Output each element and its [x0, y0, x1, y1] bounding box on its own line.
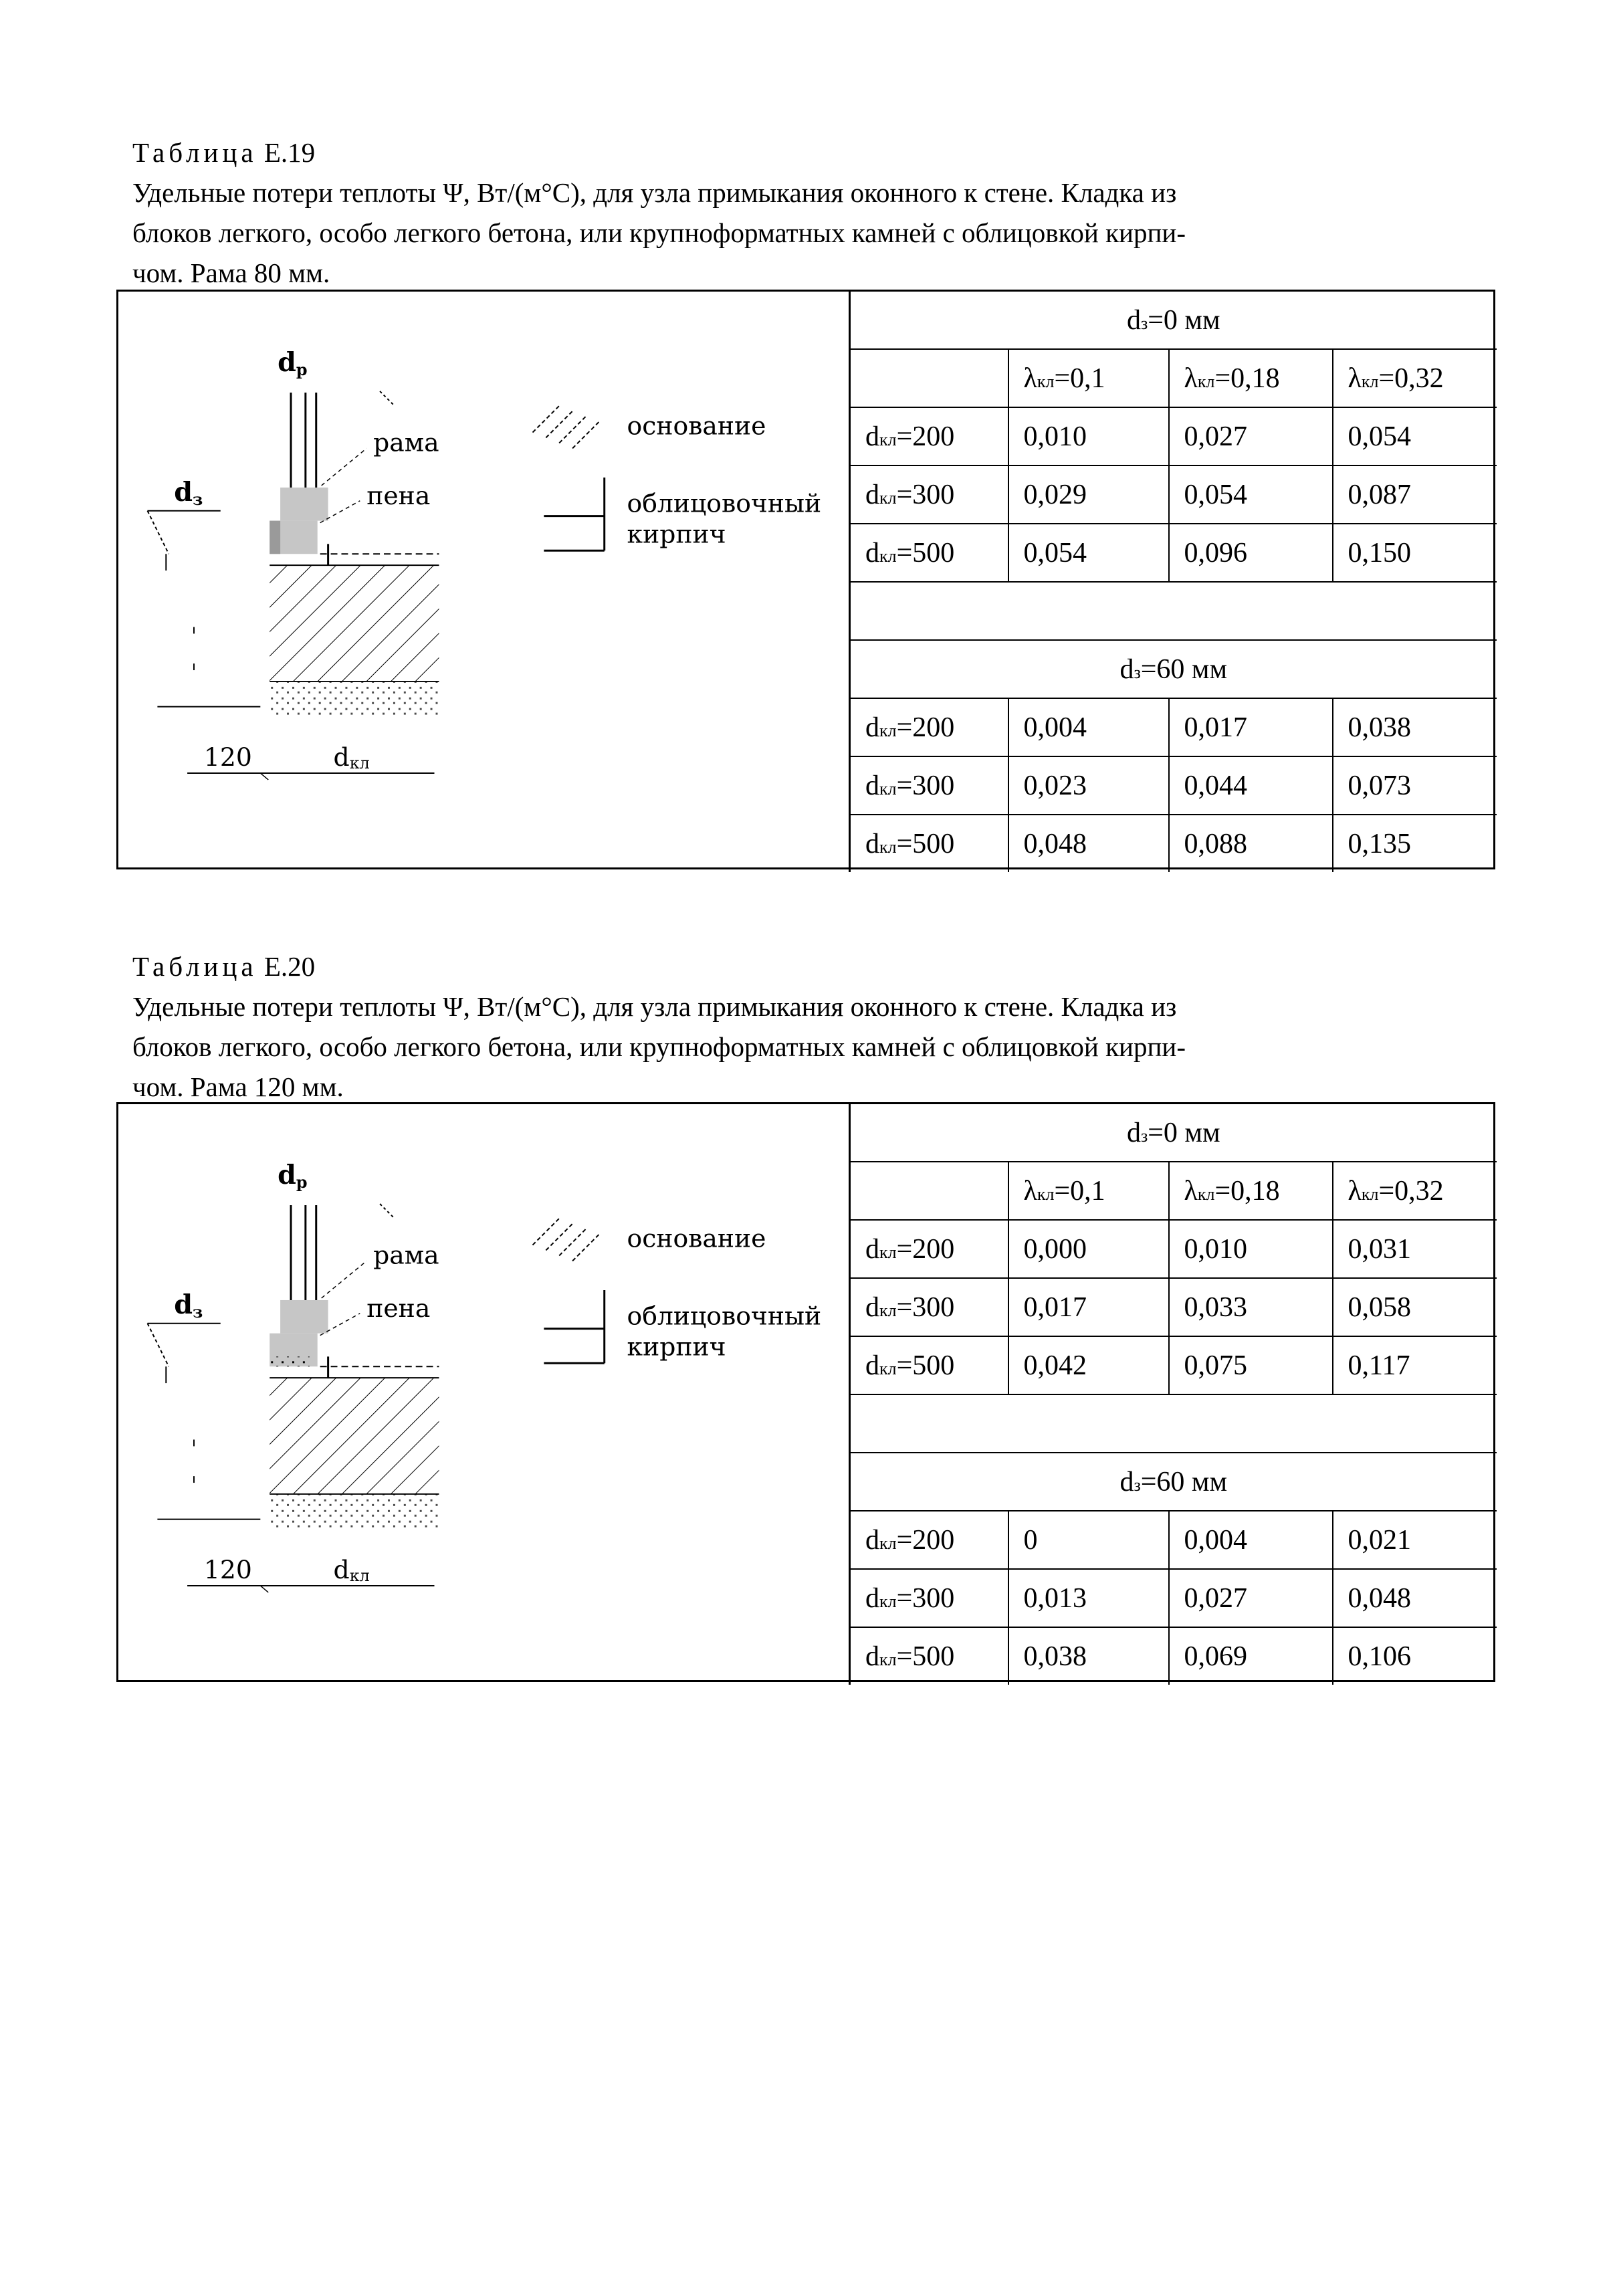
value-cell: 0,000: [1008, 1220, 1169, 1278]
table-row: [850, 1336, 1497, 1394]
base-legend-label: основание: [627, 1223, 766, 1253]
value-cell: 0,096: [1169, 524, 1333, 582]
window-junction-diagram: [118, 292, 849, 867]
reveal-depth-label: dз: [174, 1289, 203, 1322]
block-title: dз=0 мм: [850, 1104, 1497, 1162]
frame-thickness-label: dр: [278, 347, 308, 380]
row-header: dкл=300: [850, 465, 1008, 524]
table-row: [850, 815, 1497, 872]
value-cell: 0,088: [1169, 815, 1333, 872]
table-row: [850, 1511, 1497, 1569]
foam-label: пена: [366, 1293, 431, 1323]
foam-block: [280, 1300, 328, 1334]
column-header: λкл=0,32: [1333, 1162, 1497, 1220]
heat-loss-grid-e20: [849, 1104, 1497, 1685]
table-e20: [116, 1102, 1495, 1682]
row-header: dкл=300: [850, 1569, 1008, 1627]
caption-line: блоков легкого, особо легкого бетона, или крупноформатных камней с облицовкой кирпи-: [132, 217, 1186, 248]
brick-legend-symbol: [544, 478, 604, 550]
brick-legend-label-2: кирпич: [627, 1332, 726, 1362]
header-row: [850, 349, 1497, 407]
block-title: dз=0 мм: [850, 292, 1497, 349]
column-header: λкл=0,1: [1008, 349, 1169, 407]
value-cell: 0,010: [1169, 1220, 1333, 1278]
value-cell: 0,073: [1333, 756, 1497, 815]
column-header: λкл=0,18: [1169, 1162, 1333, 1220]
value-cell: 0,135: [1333, 815, 1497, 872]
value-cell: 0,023: [1008, 756, 1169, 815]
value-cell: 0,038: [1008, 1627, 1169, 1685]
table-row: [850, 756, 1497, 815]
block-title-row: [850, 292, 1497, 349]
value-cell: 0,117: [1333, 1336, 1497, 1394]
wall-hatch: [270, 1378, 439, 1494]
base-legend-hatch: [532, 406, 599, 449]
masonry-thickness-label: dкл: [333, 742, 370, 773]
table-row: [850, 1278, 1497, 1336]
dimension-120-label: 120: [203, 1555, 252, 1585]
value-cell: 0,033: [1169, 1278, 1333, 1336]
row-header: dкл=500: [850, 1627, 1008, 1685]
row-header: dкл=200: [850, 1511, 1008, 1569]
value-cell: 0,027: [1169, 1569, 1333, 1627]
table-title: Таблица Е.19: [132, 137, 316, 168]
value-cell: 0,048: [1008, 815, 1169, 872]
base-legend-label: основание: [627, 411, 766, 441]
value-cell: 0,054: [1333, 407, 1497, 465]
block-title: dз=60 мм: [850, 1453, 1497, 1511]
spacer-cell: [850, 1394, 1497, 1453]
value-cell: 0,021: [1333, 1511, 1497, 1569]
table-row: [850, 1220, 1497, 1278]
window-junction-diagram: [118, 1104, 849, 1680]
spacer-cell: [850, 582, 1497, 640]
column-header: λкл=0,18: [1169, 349, 1333, 407]
row-header: dкл=300: [850, 756, 1008, 815]
value-cell: 0,029: [1008, 465, 1169, 524]
value-cell: 0,042: [1008, 1336, 1169, 1394]
reveal-depth-label: dз: [174, 476, 203, 509]
value-cell: 0,150: [1333, 524, 1497, 582]
dimension-120-label: 120: [203, 742, 252, 772]
table-caption-e19: [132, 132, 1457, 293]
value-cell: 0,004: [1008, 698, 1169, 756]
base-legend-hatch: [532, 1219, 599, 1261]
block-title-row: [850, 1453, 1497, 1511]
table-row: [850, 407, 1497, 465]
table-row: [850, 1569, 1497, 1627]
value-cell: 0,027: [1169, 407, 1333, 465]
block-title-row: [850, 1104, 1497, 1162]
caption-line: блоков легкого, особо легкого бетона, или крупноформатных камней с облицовкой кирпи-: [132, 1031, 1186, 1062]
foam-label: пена: [366, 480, 431, 510]
column-header: λкл=0,1: [1008, 1162, 1169, 1220]
row-header: dкл=500: [850, 524, 1008, 582]
block-title: dз=60 мм: [850, 640, 1497, 698]
table-caption-e20: [132, 946, 1457, 1107]
table-row: [850, 465, 1497, 524]
brick-legend-label-2: кирпич: [627, 519, 726, 549]
foam-block: [280, 488, 328, 521]
table-e19: [116, 290, 1495, 869]
value-cell: 0,054: [1169, 465, 1333, 524]
brick-legend-label-1: облицовочный: [627, 1301, 822, 1331]
value-cell: 0,017: [1008, 1278, 1169, 1336]
value-cell: 0,013: [1008, 1569, 1169, 1627]
column-header: λкл=0,32: [1333, 349, 1497, 407]
corner-cell: [850, 349, 1008, 407]
row-header: dкл=300: [850, 1278, 1008, 1336]
spacer-row: [850, 582, 1497, 640]
value-cell: 0,048: [1333, 1569, 1497, 1627]
row-header: dкл=200: [850, 407, 1008, 465]
value-cell: 0,010: [1008, 407, 1169, 465]
brick-legend-label-1: облицовочный: [627, 488, 822, 518]
brick-legend-symbol: [544, 1290, 604, 1363]
value-cell: 0,087: [1333, 465, 1497, 524]
value-cell: 0,017: [1169, 698, 1333, 756]
wall-hatch: [270, 565, 439, 682]
frame-label: рама: [373, 1240, 439, 1270]
caption-line: Удельные потери теплоты Ψ, Вт/(м°С), для узла примыкания оконного к стене. Кладка из: [132, 177, 1177, 208]
corner-cell: [850, 1162, 1008, 1220]
frame-thickness-label: dр: [278, 1160, 308, 1192]
row-header: dкл=200: [850, 698, 1008, 756]
table-title: Таблица Е.20: [132, 951, 316, 982]
value-cell: 0: [1008, 1511, 1169, 1569]
value-cell: 0,069: [1169, 1627, 1333, 1685]
header-row: [850, 1162, 1497, 1220]
caption-line: чом. Рама 120 мм.: [132, 1071, 344, 1102]
row-header: dкл=500: [850, 815, 1008, 872]
caption-line: Удельные потери теплоты Ψ, Вт/(м°С), для узла примыкания оконного к стене. Кладка из: [132, 991, 1177, 1022]
table-row: [850, 1627, 1497, 1685]
heat-loss-grid-e19: [849, 292, 1497, 872]
value-cell: 0,058: [1333, 1278, 1497, 1336]
frame-label: рама: [373, 427, 439, 457]
block-title-row: [850, 640, 1497, 698]
row-header: dкл=500: [850, 1336, 1008, 1394]
spacer-row: [850, 1394, 1497, 1453]
value-cell: 0,054: [1008, 524, 1169, 582]
masonry-thickness-label: dкл: [333, 1555, 370, 1586]
value-cell: 0,044: [1169, 756, 1333, 815]
value-cell: 0,031: [1333, 1220, 1497, 1278]
value-cell: 0,075: [1169, 1336, 1333, 1394]
caption-line: чом. Рама 80 мм.: [132, 257, 330, 288]
row-header: dкл=200: [850, 1220, 1008, 1278]
value-cell: 0,004: [1169, 1511, 1333, 1569]
table-row: [850, 524, 1497, 582]
value-cell: 0,106: [1333, 1627, 1497, 1685]
value-cell: 0,038: [1333, 698, 1497, 756]
table-row: [850, 698, 1497, 756]
